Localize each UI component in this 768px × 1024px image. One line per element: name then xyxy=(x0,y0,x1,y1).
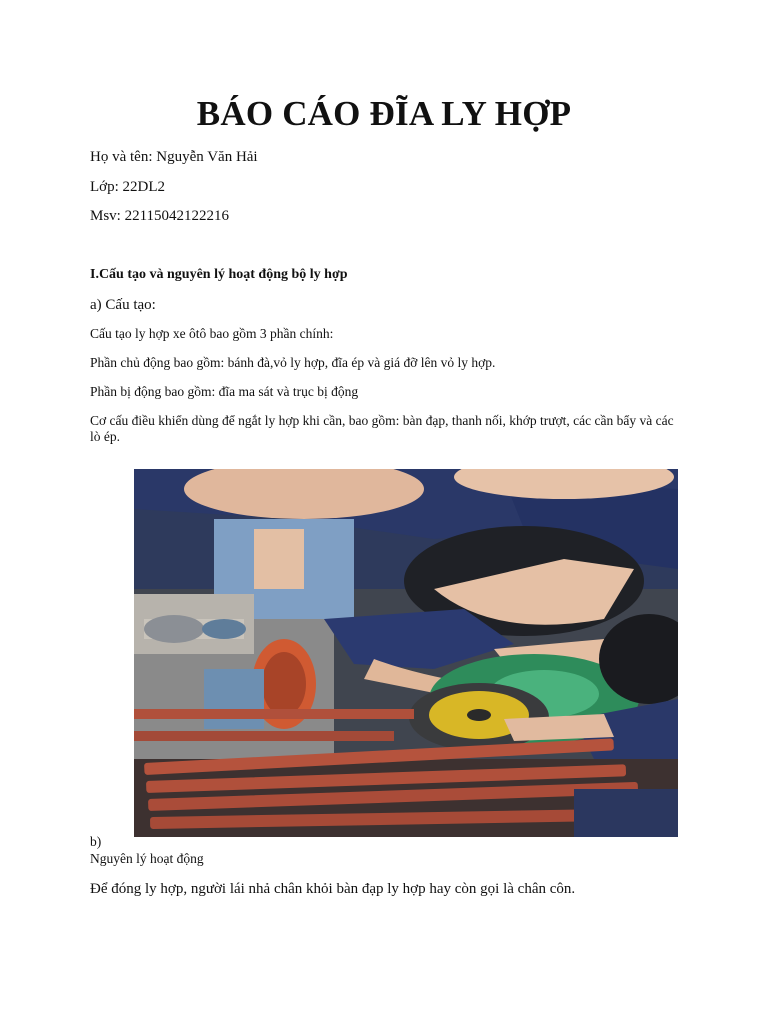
subsection-a-title: a) Cấu tạo: xyxy=(90,297,156,313)
clutch-workshop-photo xyxy=(134,469,678,837)
closing-paragraph: Để đóng ly hợp, người lái nhả chân khỏi bàn đạp ly hợp hay còn gọi là chân côn. xyxy=(90,881,576,897)
subsection-b-title: Nguyên lý hoạt động xyxy=(90,851,204,866)
subsection-b-marker: b) xyxy=(90,834,102,849)
section-heading: I.Cấu tạo và nguyên lý hoạt động bộ ly hợp xyxy=(90,267,348,282)
paragraph-3: Phần bị động bao gồm: đĩa ma sát và trục bị động xyxy=(90,384,359,399)
paragraph-2: Phần chủ động bao gồm: bánh đà,vỏ ly hợp, đĩa ép và giá đỡ lên vỏ ly hợp. xyxy=(90,355,496,370)
paragraph-4: Cơ cấu điều khiển dùng để ngắt ly hợp khi cần, bao gồm: bàn đạp, thanh nối, khớp trượt, các cần bẩy và các lò ép. xyxy=(90,413,674,444)
paragraph-1: Cấu tạo ly hợp xe ôtô bao gồm 3 phần chính: xyxy=(90,326,334,341)
document-title: BÁO CÁO ĐĨA LY HỢP xyxy=(196,94,572,133)
student-class: Lớp: 22DL2 xyxy=(90,179,166,195)
student-name: Họ và tên: Nguyễn Văn Hải xyxy=(90,149,258,165)
student-id: Msv: 22115042122216 xyxy=(90,208,230,224)
